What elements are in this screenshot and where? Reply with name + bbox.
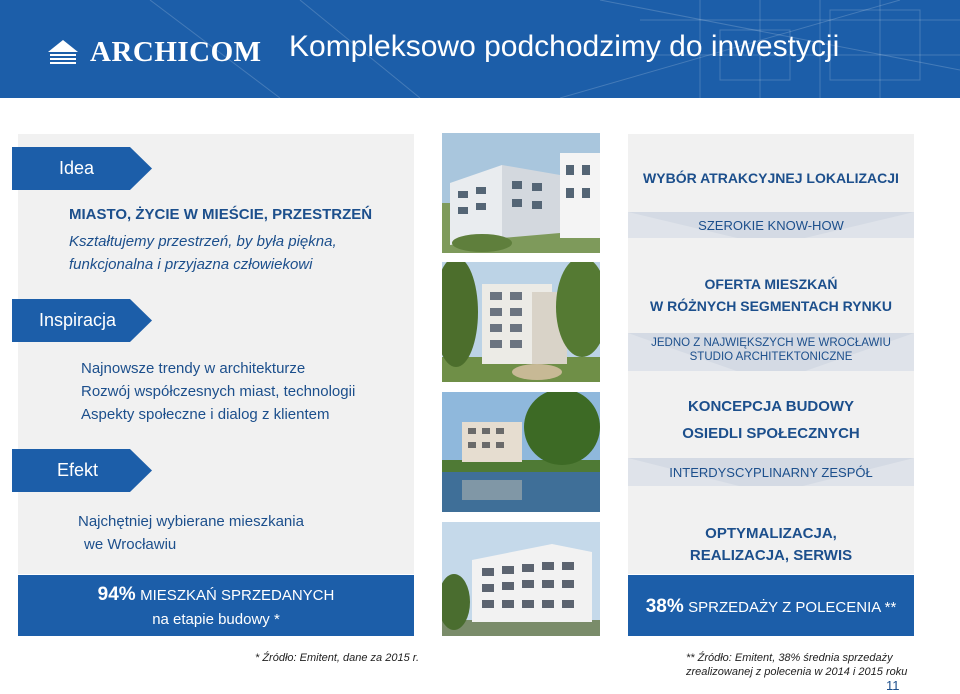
archicom-logo xyxy=(46,36,262,68)
stat-box-sold xyxy=(18,575,414,636)
inspiracja-text-1: Najnowsze trendy w architekturze xyxy=(81,360,306,377)
inspiracja-text-3: Aspekty społeczne i dialog z klientem xyxy=(81,406,330,423)
efekt-label: Efekt xyxy=(57,460,99,480)
footnote-1: * Źródło: Emitent, dane za 2015 r. xyxy=(255,652,420,664)
efekt-arrow xyxy=(12,449,152,492)
band-know-how-label: SZEROKIE KNOW-HOW xyxy=(698,217,844,233)
right-heading-concept-1: KONCEPCJA BUDOWY xyxy=(687,398,855,415)
stat-referral-text: SPRZEDAŻY Z POLECENIA ** xyxy=(688,599,897,616)
idea-text-1: Kształtujemy przestrzeń, by była piękna, xyxy=(69,233,337,250)
left-panel xyxy=(18,134,414,574)
page-title: Kompleksowo podchodzimy do inwestycji xyxy=(289,30,840,63)
right-heading-concept-2: OSIEDLI SPOŁECZNYCH xyxy=(682,425,860,442)
header-bar xyxy=(0,0,960,98)
inspiracja-text-2: Rozwój współczesnych miast, technologii xyxy=(81,383,356,400)
band-studio xyxy=(628,333,914,371)
building-photo-1 xyxy=(442,133,600,253)
band-team-label: INTERDYSCYPLINARNY ZESPÓŁ xyxy=(669,464,873,480)
inspiracja-label: Inspiracja xyxy=(39,310,117,330)
band-studio-label-2: STUDIO ARCHITEKTONICZNE xyxy=(689,351,853,363)
band-team xyxy=(628,458,914,486)
right-heading-offer-1: OFERTA MIESZKAŃ xyxy=(704,276,838,292)
efekt-text-2: we Wrocławiu xyxy=(84,536,177,553)
right-heading-offer-2: W RÓŻNYCH SEGMENTACH RYNKU xyxy=(650,298,892,314)
stat-box-referral xyxy=(628,575,914,636)
band-studio-label-1: JEDNO Z NAJWIĘKSZYCH WE WROCŁAWIU xyxy=(651,337,891,349)
stat-sold-sub: na etapie budowy * xyxy=(152,611,280,628)
right-heading-location: WYBÓR ATRAKCYJNEJ LOKALIZACJI xyxy=(643,170,899,186)
band-know-how xyxy=(628,212,914,238)
efekt-text-1: Najchętniej wybierane mieszkania xyxy=(78,513,304,530)
stat-referral-value: 38% xyxy=(645,596,684,617)
building-photo-4 xyxy=(442,522,600,636)
idea-label: Idea xyxy=(59,158,95,178)
stat-sold-text: MIESZKAŃ SPRZEDANYCH xyxy=(140,587,335,604)
archicom-emblem-icon xyxy=(46,38,80,66)
footnote-2-line-1: ** Źródło: Emitent, 38% średnia sprzedaży xyxy=(686,652,893,664)
stat-sold-value: 94% xyxy=(97,584,136,605)
right-heading-optimization-2: REALIZACJA, SERWIS xyxy=(689,547,853,564)
brand-name: ARCHICOM xyxy=(90,36,262,68)
idea-arrow xyxy=(12,147,152,190)
building-photo-2 xyxy=(442,262,600,382)
footnote-2-line-2: zrealizowanej z polecenia w 2014 i 2015 roku xyxy=(686,666,908,678)
page-number: 11 xyxy=(886,678,900,693)
building-photo-3 xyxy=(442,392,600,512)
right-heading-optimization-1: OPTYMALIZACJA, xyxy=(705,525,837,542)
inspiracja-arrow xyxy=(12,299,152,342)
idea-heading: MIASTO, ŻYCIE W MIEŚCIE, PRZESTRZEŃ xyxy=(69,206,373,223)
idea-text-2: funkcjonalna i przyjazna człowiekowi xyxy=(69,256,313,273)
